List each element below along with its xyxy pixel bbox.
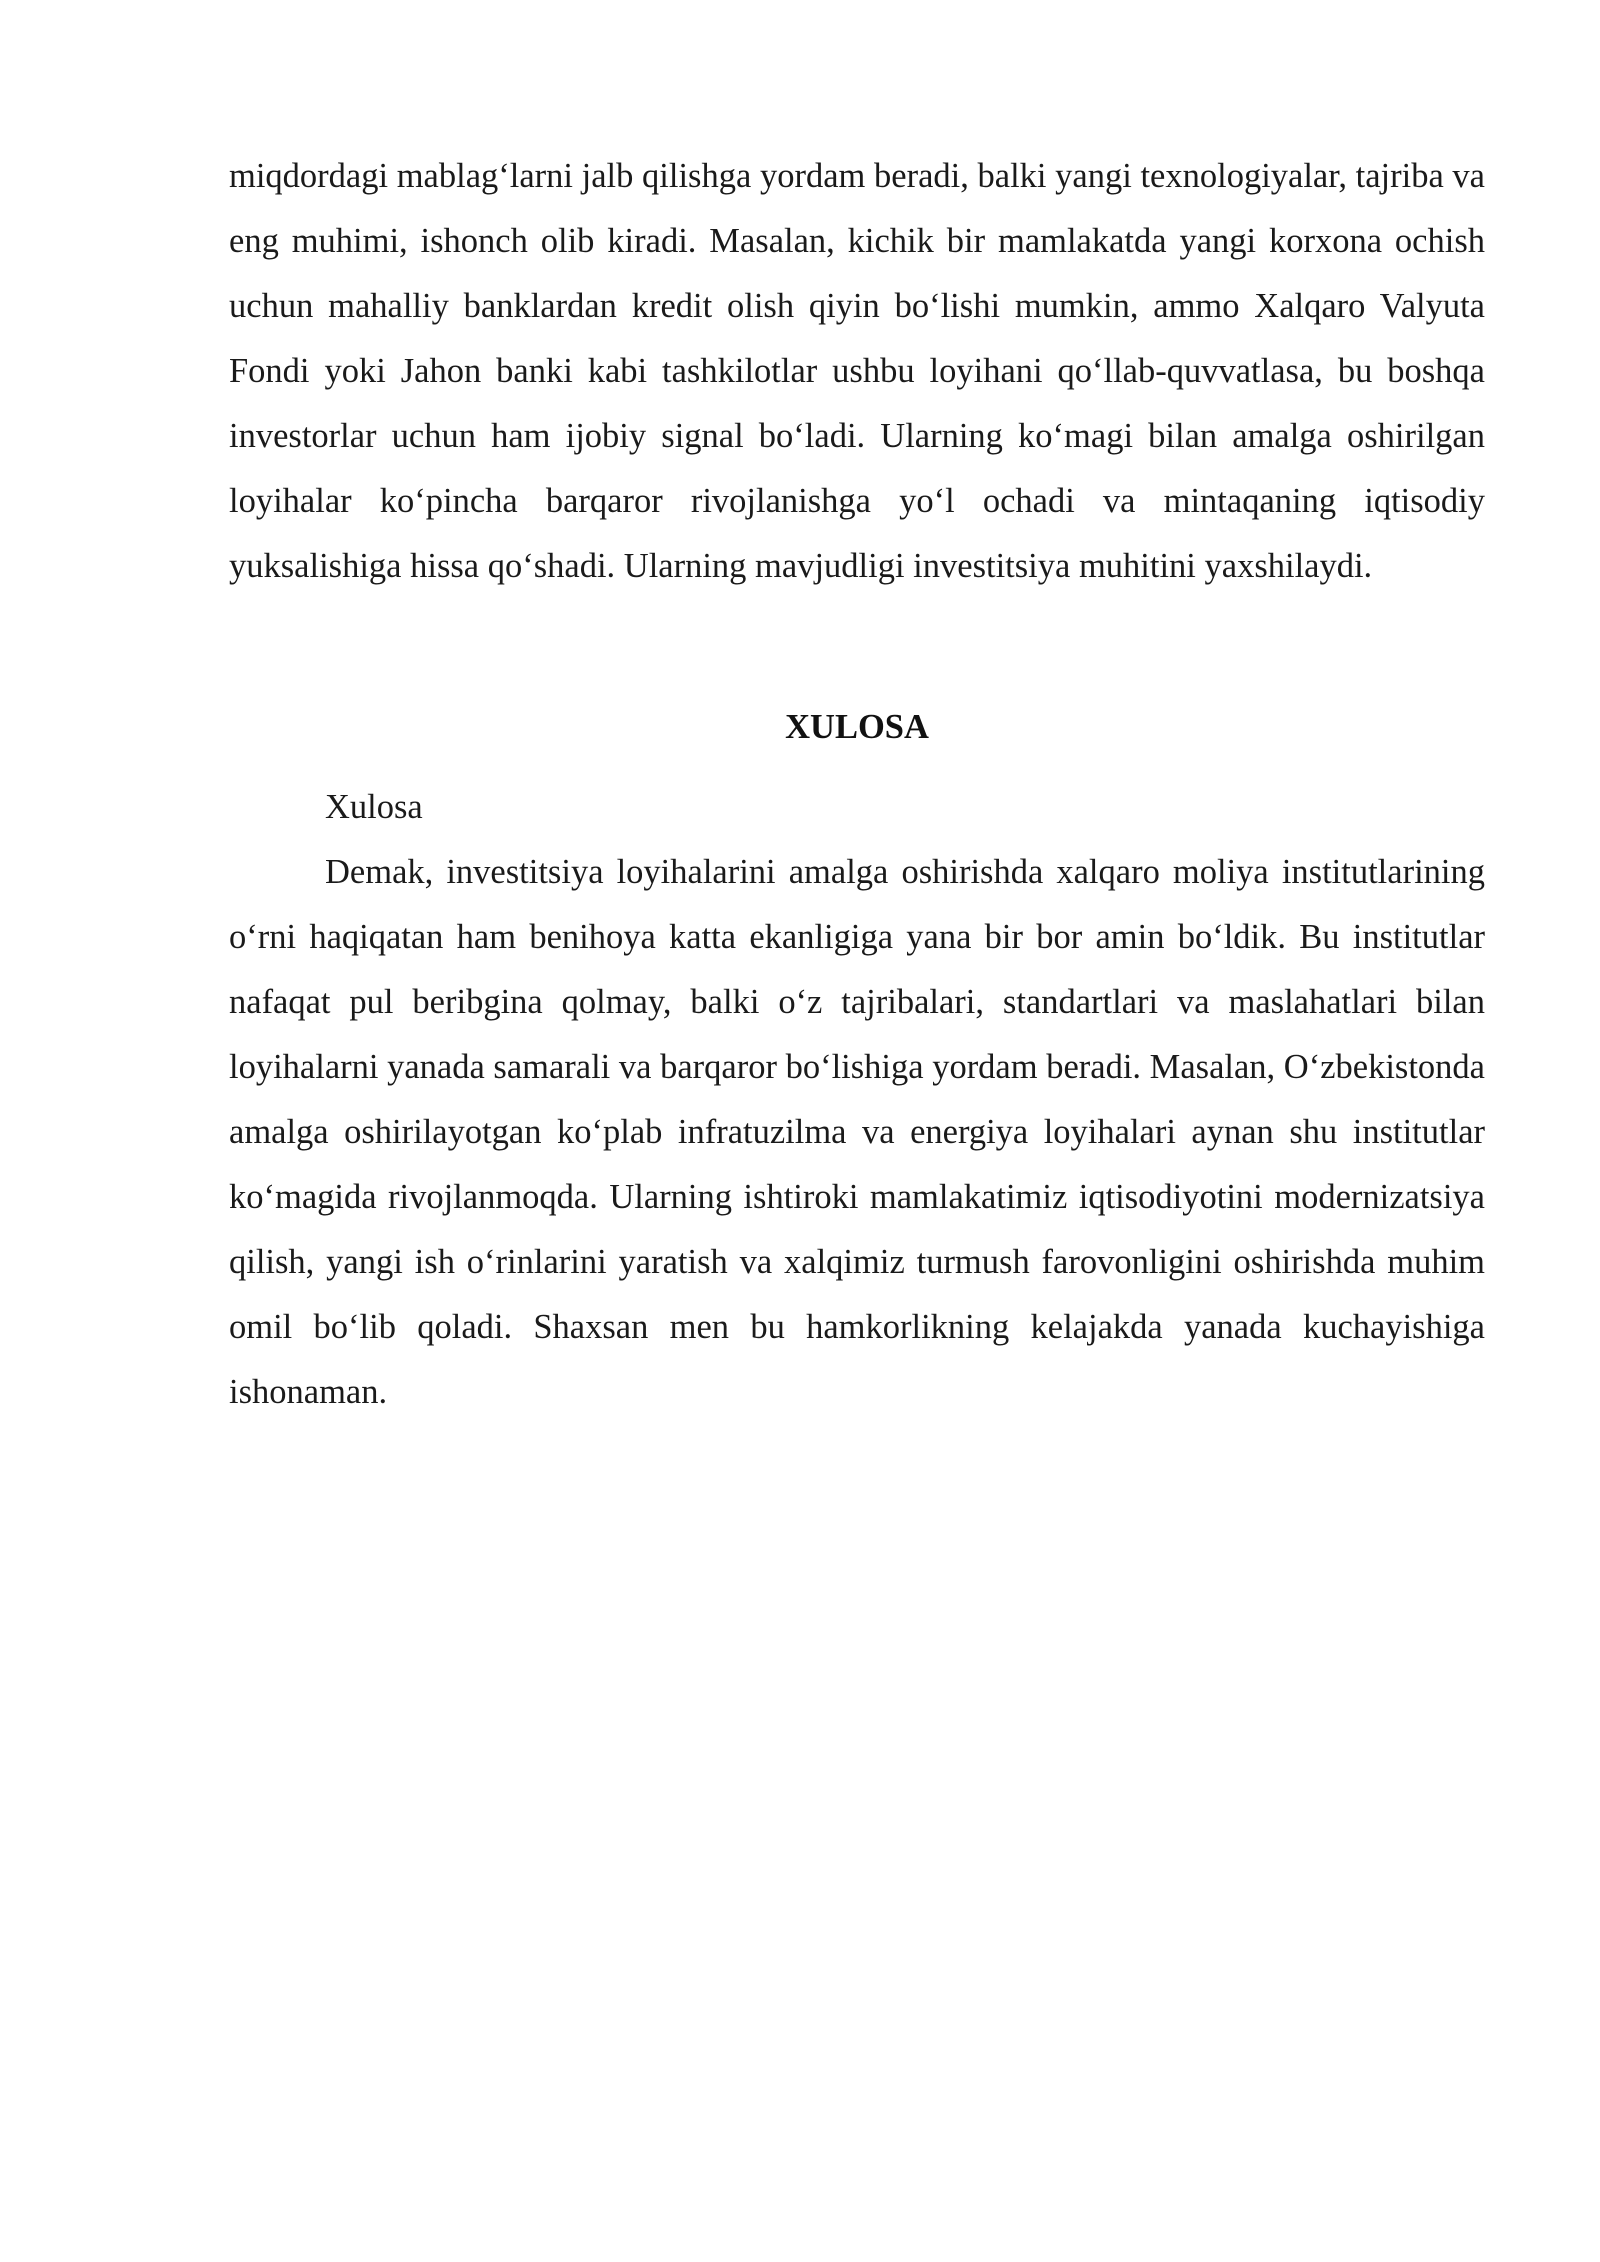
paragraph-continuation: miqdordagi mablag‘larni jalb qilishga yordam beradi, balki yangi texnologiyalar, tajriba va eng muhimi, ishonch olib kiradi. Masalan, kichik bir mamlakatda yangi korxona ochish uchun mahalliy banklardan kredit olish qiyin bo‘lishi mumkin, ammo Xalqaro Valyuta Fondi yoki Jahon banki kabi tashkilotlar ushbu loyihani qo‘llab-quvvatlasa, bu boshqa investorlar uchun ham ijobiy signal bo‘ladi. Ularning ko‘magi bilan amalga oshirilgan loyihalar ko‘pincha barqaror rivojlanishga yo‘l ochadi va mintaqaning iqtisodiy yuksalishiga hissa qo‘shadi. Ularning mavjudligi investitsiya muhitini yaxshilaydi. [229,157,1485,585]
conclusion-text-block [229,840,1485,1425]
conclusion-paragraph: Demak, investitsiya loyihalarini amalga oshirishda xalqaro moliya institutlarining o‘rni haqiqatan ham benihoya katta ekanligiga yana bir bor amin bo‘ldik. Bu institutlar nafaqat pul beribgina qolmay, balki o‘z tajribalari, standartlari va maslahatlari bilan loyihalarni yanada samarali va barqaror bo‘lishiga yordam beradi. Masalan, O‘zbekistonda amalga oshirilayotgan ko‘plab infratuzilma va energiya loyihalari aynan shu institutlar ko‘magida rivojlanmoqda. Ularning ishtiroki mamlakatimiz iqtisodiyotini modernizatsiya qilish, yangi ish o‘rinlarini yaratish va xalqimiz turmush farovonligini oshirishda muhim omil bo‘lib qoladi. Shaxsan men bu hamkorlikning kelajakda yanada kuchayishiga ishonaman. [229,853,1485,1411]
section-subheading: Xulosa [325,788,423,826]
body-text-block [229,144,1485,599]
section-heading: XULOSA [785,708,929,746]
